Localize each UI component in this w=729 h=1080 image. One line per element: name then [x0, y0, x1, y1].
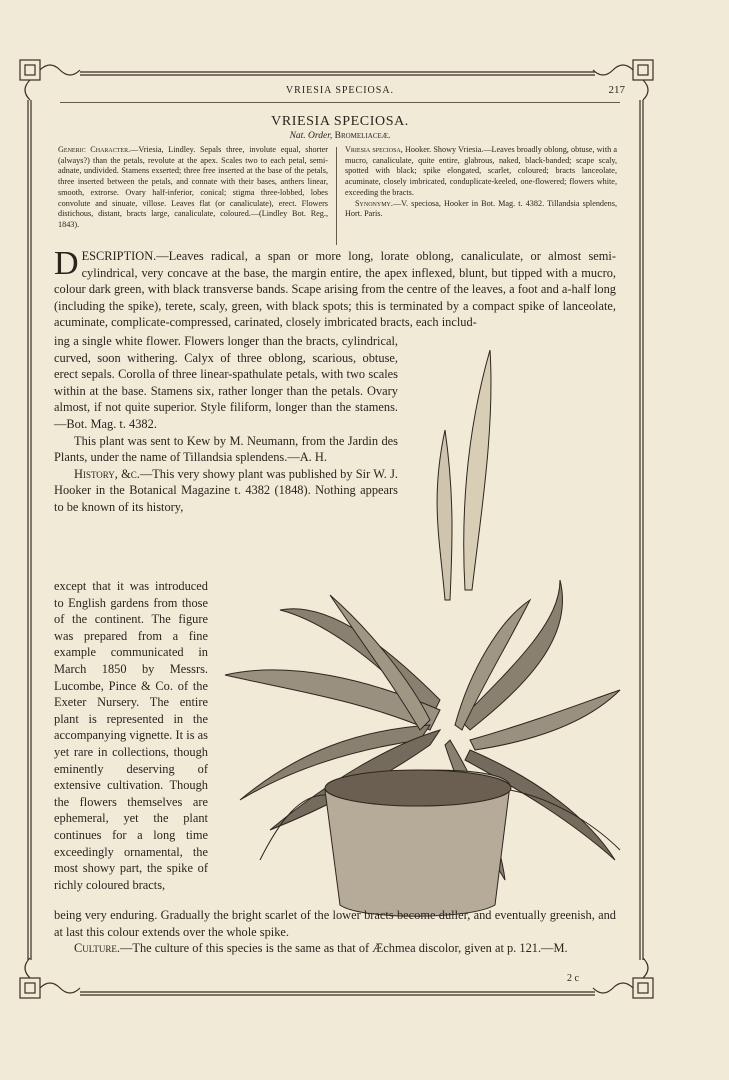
- species-text: Hooker. Showy Vriesia.—Leaves broadly oblong, obtuse, with a mucro, canaliculate, quite entire, glabrous, naked, black-banded; scape scaly, spotted with black; spike elongated, scarlet, coloured; bracts lanceolate, acuminate, closely imbricated, conduplicate-keeled, one-flowered; flowers white, exceeding the bracts.: [345, 145, 618, 197]
- history-end: being very enduring. Gradually the bright scarlet of the lower bracts become duller, and eventually greenish, and at last this colour extends over the whole spike.: [54, 908, 616, 939]
- generic-character-text: —Vriesia, Lindley. Sepals three, involute equal, shorter (always?) than the petals, revolute at the apex. Scales two to each petal, semi-adnate, undivided. Stamens exserted; three free inserted at the base of the petals, three inserted between the petals, and connate with their bases, anthers linear, smooth, extrorse. Ovary half-inferior, conical; stigma three-lobbed, lobes convolute and sinuate, villose. Leaves flat (or canaliculate), erect. Flowers distichous, distant, bracts large, canaliculate, coloured.—(Lindley Bot. Reg., 1843).: [58, 145, 329, 229]
- species-label: Vriesia speciosa,: [345, 145, 403, 154]
- description-narrow-text: ing a single white flower. Flowers longer than the bracts, cylindrical, curved, soon withering. Calyx of three oblong, scarious, obtuse, erect sepals. Corolla of three linear-spathulate petals, with two scales within at the base. Stamens six, rather longer than the petals. Ovary almost, if not quite superior. Style filiform, longer than the stamens.—Bot. Mag. t. 4382.: [54, 334, 398, 431]
- culture-paragraph: [54, 940, 616, 957]
- culture-label: Culture.: [74, 941, 121, 956]
- pot-rim: [325, 770, 511, 806]
- flower-spike-left: [437, 430, 452, 600]
- synonymy-text: —V. speciosa, Hooker in Bot. Mag. t. 4382. Tillandsia splendens, Hort. Paris.: [345, 198, 617, 219]
- history-label: History, &c.: [74, 466, 140, 481]
- order-prefix: Nat. Order,: [289, 131, 333, 141]
- history-intro-text: —This very showy plant was published by Sir W. J. Hooker in the Botanical Magazine t. 4382 (1848). Nothing appears to be known of its history,: [54, 466, 398, 514]
- closing-text: [54, 907, 616, 957]
- drop-cap: D: [54, 245, 79, 282]
- page-number: 217: [608, 84, 625, 96]
- generic-character-label: Generic Character.: [58, 145, 131, 154]
- synonymy-label: Synonymy.: [355, 198, 393, 208]
- page-title: VRIESIA SPECIOSA.: [271, 114, 409, 129]
- kew-note: This plant was sent to Kew by M. Neumann, from the Jardin des Plants, under the name of Tillandsia splendens.—A. H.: [54, 433, 398, 465]
- signature-mark: 2 c: [567, 973, 579, 984]
- culture-text: —The culture of this species is the same as that of Æchmea discolor, given at p. 121.—M.: [120, 941, 568, 956]
- leaf: [460, 580, 563, 730]
- description-text: ESCRIPTION.—Leaves radical, a span or more long, lorate oblong, canaliculate, or almost semi-cylindrical, very concave at the base, the margin entire, the apex inflexed, blunt, but tipped with a mucro, colour dark green, with black transverse bands. Scape arising from the centre of the leaves, a foot and a-half long (including the spike), terete, scaly, green, with black spots; this is terminated by a compact spike of lanceolate, acuminate, complicate-compressed, carinated, closely imbricated bracts, each includ-: [54, 249, 616, 330]
- flower-spike-right: [464, 350, 491, 590]
- order-name: Bromeliaceæ.: [334, 131, 391, 141]
- running-title: VRIESIA SPECIOSA.: [285, 85, 395, 96]
- history-narrow: except that it was introduced to English gardens from those of the continent. The figure was prepared from a fine example communicated in March 1850 by Messrs. Lucombe, Pince & Co. of the Exeter Nursery. The entire plant is represented in the accompanying vignette. It is as yet rare in collections, though eminently deserving of extensive cultivation. Though the flowers themselves are ephemeral, yet the plant continues for a long time exceedingly ornamental, the most showy part, the spike of richly coloured bracts,: [54, 579, 208, 892]
